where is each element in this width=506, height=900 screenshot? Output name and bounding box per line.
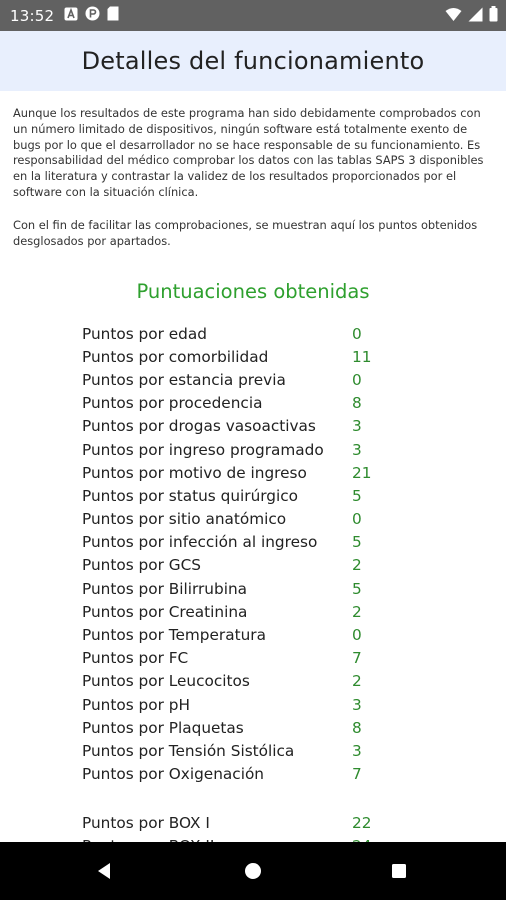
score-value: 11 — [352, 347, 372, 366]
score-row — [82, 345, 462, 368]
score-row — [82, 484, 462, 507]
score-row — [82, 322, 462, 345]
score-row — [82, 392, 462, 415]
scores-section-title: Puntuaciones obtenidas — [136, 280, 370, 303]
app-bar — [0, 31, 506, 91]
score-label: Puntos por pH — [82, 695, 190, 714]
score-label: Puntos por infección al ingreso — [82, 533, 318, 552]
score-row — [82, 577, 462, 600]
score-value: 0 — [352, 370, 362, 389]
score-value: 3 — [352, 417, 362, 436]
battery-icon — [489, 6, 498, 26]
score-label: Puntos por Bilirrubina — [82, 579, 248, 598]
score-row — [82, 647, 462, 670]
score-value: 5 — [352, 533, 362, 552]
wifi-icon — [445, 7, 462, 26]
score-row — [82, 368, 462, 391]
score-value: 0 — [352, 324, 362, 343]
score-row — [82, 554, 462, 577]
score-value: 2 — [352, 556, 362, 575]
score-value: 0 — [352, 626, 362, 645]
score-value: 8 — [352, 394, 362, 413]
recents-icon — [389, 861, 409, 881]
home-icon — [243, 861, 263, 881]
score-label: Puntos por Plaquetas — [82, 718, 244, 737]
score-value: 2 — [352, 602, 362, 621]
score-row — [82, 461, 462, 484]
score-value: 7 — [352, 649, 362, 668]
score-label: Puntos por Temperatura — [82, 626, 266, 645]
score-value: 5 — [352, 486, 362, 505]
status-time: 13:52 — [10, 6, 55, 25]
score-label: Puntos por comorbilidad — [82, 347, 269, 366]
score-label: Puntos por Oxigenación — [82, 765, 265, 784]
score-label: Puntos por drogas vasoactivas — [82, 417, 316, 436]
score-value: 22 — [352, 813, 372, 832]
score-row — [82, 508, 462, 531]
navigation-bar — [0, 842, 506, 900]
score-row — [82, 716, 462, 739]
score-value: 7 — [352, 765, 362, 784]
score-label: Puntos por edad — [82, 324, 207, 343]
disclaimer-paragraph: Aunque los resultados de este programa han sido debidamente comprobados con un número limitado de dispositivos, ningún software está totalmente exento de bugs por lo que el desarrollador no se hace responsable de su funcionamiento. Es responsabilidad del médico comprobar los datos con las tablas SAPS 3 disponibles en la literatura y contrastar la validez de los resultados proporcionados por el software con la situación clínica. — [13, 106, 484, 199]
score-value: 2 — [352, 672, 362, 691]
score-label: Puntos por Leucocitos — [82, 672, 250, 691]
content-scroll-area[interactable] — [0, 91, 506, 842]
sd-card-icon — [107, 6, 119, 25]
score-label: Puntos por GCS — [82, 556, 201, 575]
score-row — [82, 438, 462, 461]
status-notification-icons — [64, 6, 119, 25]
score-row — [82, 670, 462, 693]
score-row — [82, 763, 462, 786]
score-label: Puntos por procedencia — [82, 394, 263, 413]
score-value: 0 — [352, 510, 362, 529]
score-value: 3 — [352, 741, 362, 760]
score-value: 21 — [352, 463, 372, 482]
score-label: Puntos por sitio anatómico — [82, 510, 287, 529]
recents-button[interactable] — [379, 851, 419, 891]
score-value: 5 — [352, 579, 362, 598]
back-icon — [95, 861, 115, 881]
score-row — [82, 415, 462, 438]
back-button[interactable] — [85, 851, 125, 891]
score-label: Puntos por FC — [82, 649, 189, 668]
score-value: 3 — [352, 440, 362, 459]
score-label: Puntos por ingreso programado — [82, 440, 324, 459]
disclaimer-note: Con el fin de facilitar las comprobaciones, se muestran aquí los puntos obtenidos desglosados por apartados. — [13, 218, 478, 248]
notification-a-icon — [64, 6, 78, 25]
score-label: Puntos por Creatinina — [82, 602, 248, 621]
score-row — [82, 739, 462, 762]
score-row — [82, 811, 462, 834]
home-button[interactable] — [233, 851, 273, 891]
status-system-icons — [445, 6, 498, 26]
scores-list — [82, 322, 462, 786]
score-row — [82, 693, 462, 716]
notification-p-icon — [85, 6, 100, 25]
score-label: Puntos por status quirúrgico — [82, 486, 299, 505]
page-title: Detalles del funcionamiento — [81, 47, 425, 75]
score-label: Puntos por estancia previa — [82, 370, 286, 389]
score-label: Puntos por BOX I — [82, 813, 210, 832]
score-label: Puntos por motivo de ingreso — [82, 463, 307, 482]
score-value: 8 — [352, 718, 362, 737]
score-row — [82, 531, 462, 554]
status-bar — [0, 0, 506, 31]
score-value: 3 — [352, 695, 362, 714]
score-row — [82, 623, 462, 646]
score-label: Puntos por Tensión Sistólica — [82, 741, 295, 760]
score-row — [82, 600, 462, 623]
signal-icon — [468, 7, 483, 26]
